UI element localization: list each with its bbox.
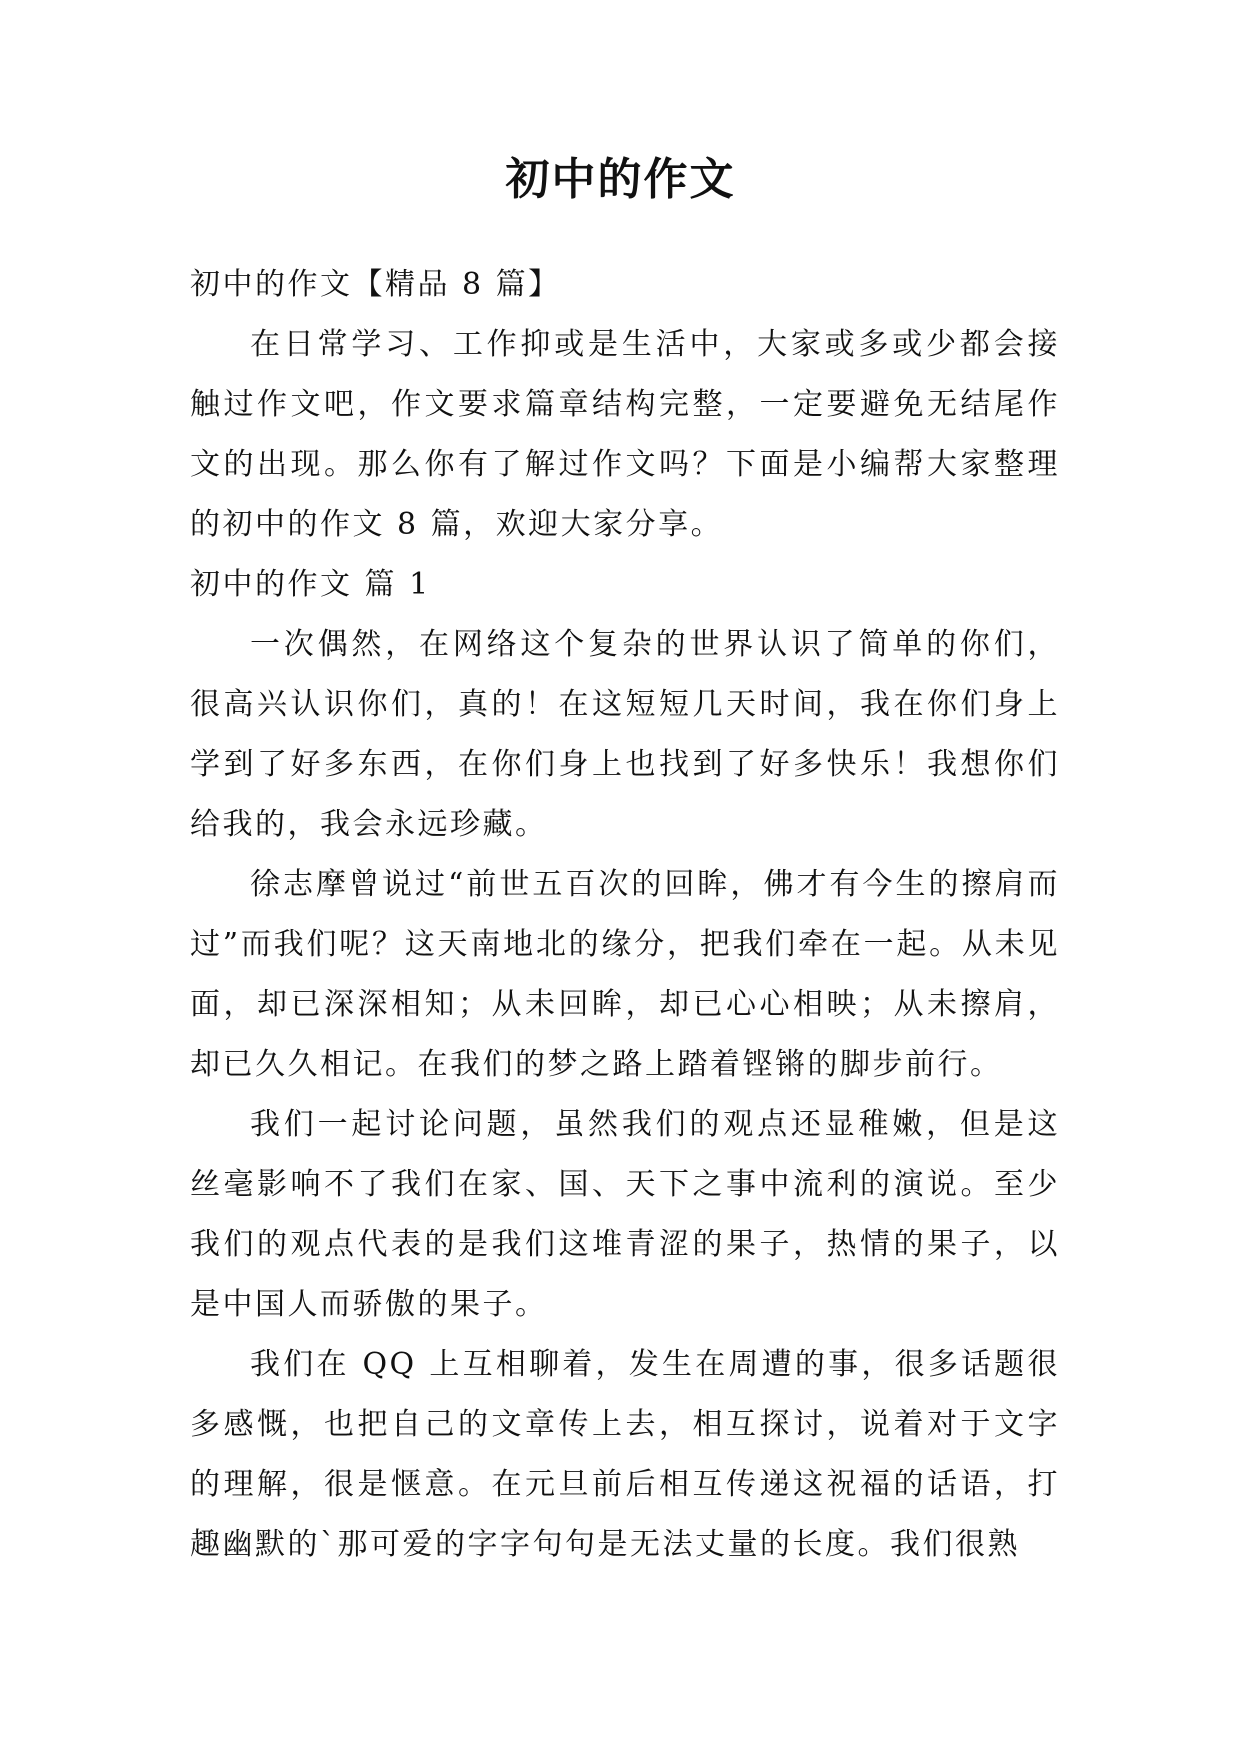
document-title: 初中的作文 bbox=[505, 154, 736, 205]
body-paragraph: 徐志摩曾说过“前世五百次的回眸，佛才有今生的擦肩而过”而我们呢？这天南地北的缘分，把我们牵在一起。从未见面，却已深深相知；从未回眸，却已心心相映；从未擦肩，却已久久相记。在我们的梦之路上踏着铿锵的脚步前行。 bbox=[190, 867, 1060, 1082]
body-paragraph: 我们一起讨论问题，虽然我们的观点还显稚嫩，但是这丝毫影响不了我们在家、国、天下之事中流利的演说。至少我们的观点代表的是我们这堆青涩的果子，热情的果子，以是中国人而骄傲的果子。 bbox=[190, 1107, 1060, 1322]
document-body bbox=[190, 255, 1060, 1575]
document-subtitle: 初中的作文【精品 8 篇】 bbox=[190, 267, 561, 302]
body-paragraph: 一次偶然，在网络这个复杂的世界认识了简单的你们，很高兴认识你们，真的！在这短短几天时间，我在你们身上学到了好多东西，在你们身上也找到了好多快乐！我想你们给我的，我会永远珍藏。 bbox=[190, 627, 1060, 842]
intro-paragraph: 在日常学习、工作抑或是生活中，大家或多或少都会接触过作文吧，作文要求篇章结构完整，一定要避免无结尾作文的出现。那么你有了解过作文吗？下面是小编帮大家整理的初中的作文 8 篇，欢迎大家分享。 bbox=[190, 327, 1060, 542]
body-paragraph: 我们在 QQ 上互相聊着，发生在周遭的事，很多话题很多感慨，也把自己的文章传上去，相互探讨，说着对于文字的理解，很是惬意。在元旦前后相互传递这祝福的话语，打趣幽默的`那可爱的字字句句是无法丈量的长度。我们很熟 bbox=[190, 1347, 1060, 1562]
section-heading: 初中的作文 篇 1 bbox=[190, 567, 431, 602]
